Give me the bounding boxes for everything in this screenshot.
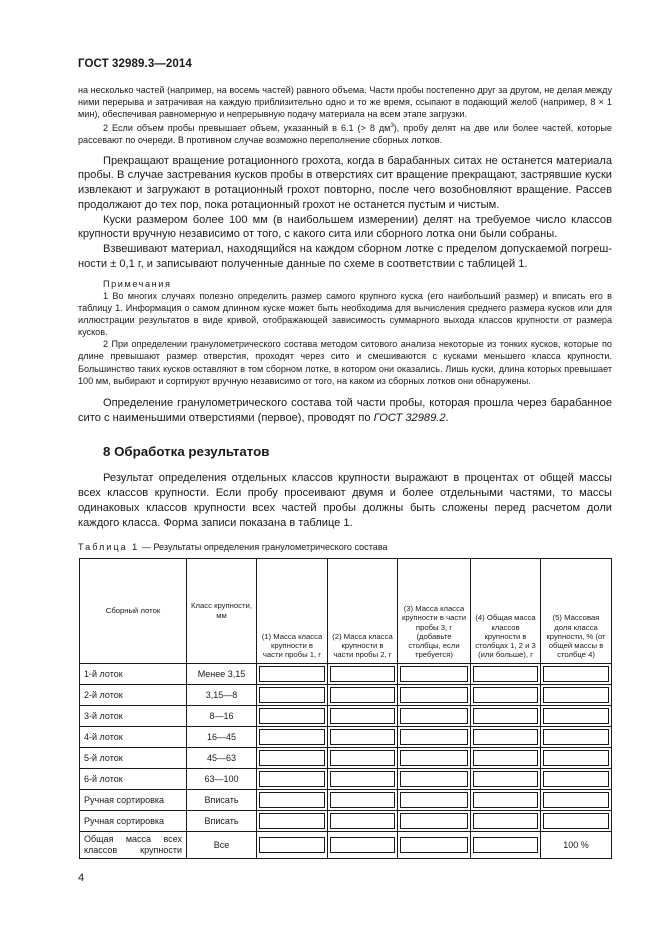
table-header-row bbox=[80, 558, 612, 663]
paragraph-weighing: Взвешивают материал, находящийся на каждом сборном лотке с пределом допускаемой погрешности ± 0,1 г, и записывают полученные данные по схеме в соответствии с таблицей 1. bbox=[78, 243, 612, 271]
header-col-5: (5) Массовая доля класса крупности, % (от общей массы в столбце 4) bbox=[541, 558, 612, 663]
note-2: 2 Если объем пробы превышает объем, указанный в 6.1 (> 8 $дм^3$), пробу делят на две или более частей, которые рассевают по очереди. В противном случае возможно переполнение сборных лотков. bbox=[78, 123, 612, 146]
cell-total-percent: 100 % bbox=[541, 831, 612, 858]
cell-empty[interactable] bbox=[541, 726, 612, 747]
cell-empty[interactable] bbox=[471, 726, 541, 747]
cell-empty[interactable] bbox=[398, 747, 471, 768]
cell-class: 63—100 bbox=[187, 768, 257, 789]
cell-empty[interactable] bbox=[541, 747, 612, 768]
cell-empty[interactable] bbox=[398, 705, 471, 726]
cell-empty[interactable] bbox=[257, 810, 328, 831]
note-continuation: на несколько частей (например, на восемь частей) равного объема. Части пробы постепенно друг за другом, не делая между ними перерыва и затрачивая на каждую приблизительно одно и то же время, ссыпают в подающий желоб (например, 8 × 1 мин), обеспечивая равномерную и непрерывную подачу материала на всем этапе загрузки. bbox=[78, 85, 612, 120]
note-2-sieve: 2 При определении гранулометрического состава методом ситового анализа некоторые из тонких кусков, которые по длине превышают размер отверстия, проходят через сито и смешиваются с кусками меньшего класса крупности. Большинство таких кусков оставляют в том сборном лотке, в котором они оказались. Лишь куски, длина которых превышает 100 мм, выбирают и сортируют вручную независимо от того, на каком из сборных лотков они обнаружены. bbox=[78, 339, 612, 386]
cell-class: Вписать bbox=[187, 789, 257, 810]
cell-lot: 4-й лоток bbox=[80, 726, 187, 747]
cell-empty[interactable] bbox=[328, 810, 398, 831]
cell-empty[interactable] bbox=[328, 663, 398, 684]
cell-empty[interactable] bbox=[541, 789, 612, 810]
table-row bbox=[80, 747, 612, 768]
cell-empty[interactable] bbox=[398, 831, 471, 858]
cell-empty[interactable] bbox=[541, 768, 612, 789]
cell-empty[interactable] bbox=[257, 789, 328, 810]
results-table bbox=[79, 558, 612, 859]
table-row bbox=[80, 789, 612, 810]
note-1: 1 Во многих случаях полезно определить размер самого крупного куска (его наибольший размер) и вписать его в таблицу 1. Информация о самом длинном куске может быть необходима для вычисления среднего размера кусков или для иллюстрации результатов в виде кривой, отображающей зависимость суммарного выхода классов крупности от размера кусков. bbox=[78, 290, 612, 338]
table-row bbox=[80, 726, 612, 747]
cell-empty[interactable] bbox=[328, 726, 398, 747]
paragraph-fine-fraction: Определение гранулометрического состава той части пробы, которая прошла через барабанное сито с наименьшими отверстиями (первое), проводят по ГОСТ 32989.2. bbox=[78, 396, 612, 424]
cell-lot: Ручная сортировка bbox=[80, 789, 187, 810]
header-col-4: (4) Общая масса классов крупности в столбцах 1, 2 и 3 (или больше), г bbox=[471, 558, 541, 663]
cell-empty[interactable] bbox=[471, 831, 541, 858]
cell-empty[interactable] bbox=[541, 663, 612, 684]
cell-class: 45—63 bbox=[187, 747, 257, 768]
cell-empty[interactable] bbox=[257, 747, 328, 768]
section-heading: 8 Обработка результатов bbox=[103, 444, 270, 460]
paragraph-results: Результат определения отдельных классов крупности выражают в процентах от общей массы всех классов крупности. Если пробу просеивают двумя и более отдельными частями, то массы одинаковых классов крупности всех частей пробы должны быть сложены перед расчетом доли каждого класса. Форма записи показана в таблице 1. bbox=[78, 472, 612, 529]
document-code: ГОСТ 32989.3—2014 bbox=[78, 58, 192, 70]
table-row bbox=[80, 705, 612, 726]
cell-empty[interactable] bbox=[328, 684, 398, 705]
table-row-total bbox=[80, 831, 612, 858]
cell-empty[interactable] bbox=[257, 705, 328, 726]
cell-empty[interactable] bbox=[257, 768, 328, 789]
cell-empty[interactable] bbox=[328, 705, 398, 726]
cell-empty[interactable] bbox=[398, 789, 471, 810]
cell-empty[interactable] bbox=[471, 663, 541, 684]
table-row bbox=[80, 768, 612, 789]
cell-empty[interactable] bbox=[471, 747, 541, 768]
cell-class-total: Все bbox=[187, 831, 257, 858]
cell-empty[interactable] bbox=[398, 810, 471, 831]
cell-empty[interactable] bbox=[471, 810, 541, 831]
cell-class: Менее 3,15 bbox=[187, 663, 257, 684]
cell-empty[interactable] bbox=[471, 684, 541, 705]
table-row bbox=[80, 663, 612, 684]
cell-empty[interactable] bbox=[257, 684, 328, 705]
page-content bbox=[78, 84, 612, 859]
cell-class: Вписать bbox=[187, 810, 257, 831]
cell-empty[interactable] bbox=[328, 747, 398, 768]
cell-class: 3,15—8 bbox=[187, 684, 257, 705]
cell-lot: 5-й лоток bbox=[80, 747, 187, 768]
cell-empty[interactable] bbox=[541, 705, 612, 726]
cell-class: 16—45 bbox=[187, 726, 257, 747]
cell-lot-total: Общая масса всех классов крупности bbox=[80, 831, 187, 858]
cell-lot: 3-й лоток bbox=[80, 705, 187, 726]
cell-empty[interactable] bbox=[398, 684, 471, 705]
cell-empty[interactable] bbox=[541, 684, 612, 705]
cell-empty[interactable] bbox=[328, 768, 398, 789]
cell-empty[interactable] bbox=[541, 810, 612, 831]
cell-lot: Ручная сортировка bbox=[80, 810, 187, 831]
cell-empty[interactable] bbox=[257, 726, 328, 747]
cell-empty[interactable] bbox=[398, 768, 471, 789]
table-row bbox=[80, 684, 612, 705]
notes-heading: Примечания bbox=[103, 278, 172, 289]
table-row bbox=[80, 810, 612, 831]
cell-class: 8—16 bbox=[187, 705, 257, 726]
cell-lot: 1-й лоток bbox=[80, 663, 187, 684]
cell-lot: 6-й лоток bbox=[80, 768, 187, 789]
cell-empty[interactable] bbox=[471, 705, 541, 726]
paragraph-stop-rotation: Прекращают вращение ротационного грохота, когда в барабанных ситах не останется материала пробы. В случае застревания кусков пробы в отверстиях сит вращение прекращают, застрявшие куски извлекают и загружают в ротационный грохот повторно, после чего возобновляют вращение. Рассев продолжают до тех пор, пока ротационный грохот не останется пустым и чистым. bbox=[78, 154, 612, 211]
cell-empty[interactable] bbox=[398, 663, 471, 684]
standard-reference: ГОСТ 32989.2 bbox=[373, 411, 446, 424]
cell-empty[interactable] bbox=[398, 726, 471, 747]
cell-empty[interactable] bbox=[471, 768, 541, 789]
header-col-3: (3) Масса класса крупности в части пробы 3, г (добавьте столбцы, если требуется) bbox=[398, 558, 471, 663]
cell-empty[interactable] bbox=[257, 663, 328, 684]
paragraph-large-pieces: Куски размером более 100 мм (в наибольшем измерении) делят на требуемое число классов крупности вручную независимо от того, с какого сита или сборного лотка они были собраны. bbox=[78, 213, 612, 241]
table-caption: Таблица 1 — Результаты определения гранулометрического состава bbox=[78, 541, 388, 552]
cell-empty[interactable] bbox=[471, 789, 541, 810]
cell-empty[interactable] bbox=[257, 831, 328, 858]
cell-lot: 2-й лоток bbox=[80, 684, 187, 705]
header-lot: Сборный лоток bbox=[80, 558, 187, 663]
header-class: Класс крупности, мм bbox=[187, 558, 257, 663]
cell-empty[interactable] bbox=[328, 831, 398, 858]
cell-empty[interactable] bbox=[328, 789, 398, 810]
header-col-1: (1) Масса класса крупности в части пробы 1, г bbox=[257, 558, 328, 663]
page-number: 4 bbox=[78, 872, 85, 884]
header-col-2: (2) Масса класса крупности в части пробы 2, г bbox=[328, 558, 398, 663]
